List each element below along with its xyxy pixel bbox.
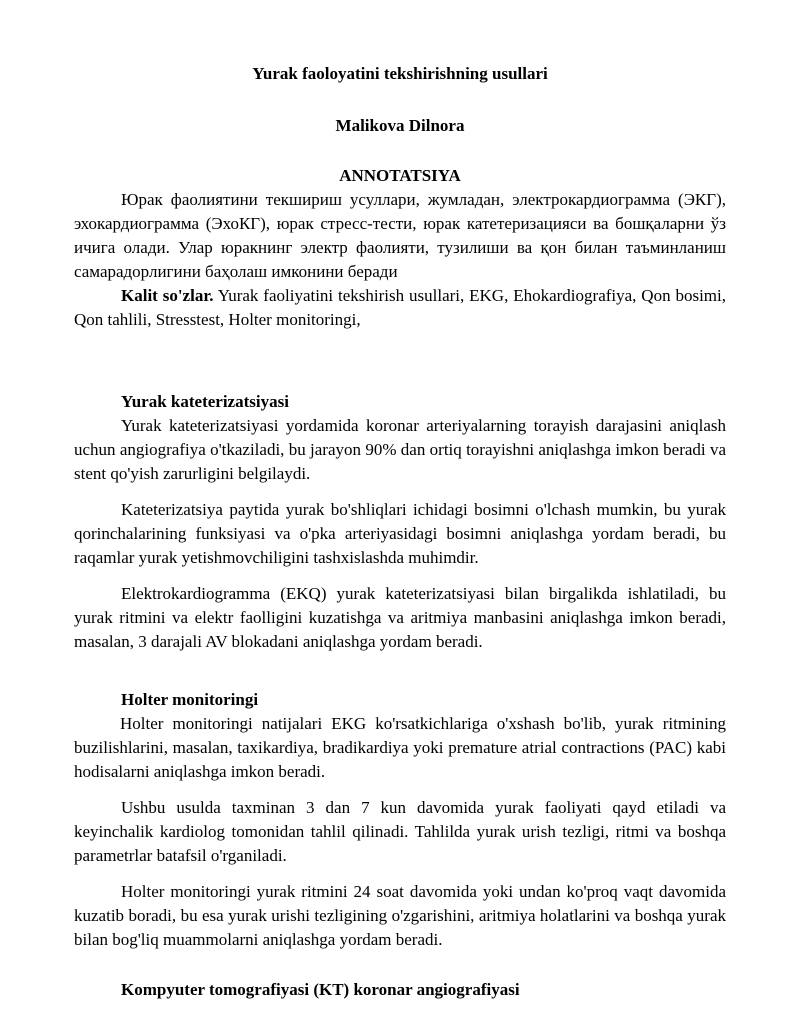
annotation-heading: ANNOTATSIYA	[339, 166, 461, 185]
section-paragraph: Ushbu usulda taxminan 3 dan 7 kun davomida yurak faoliyati qayd etiladi va keyinchalik kardiolog tomonidan tahlil qilinadi. Tahlilda yurak urish tezligi, ritmi va boshqa parametrlar batafsil o'rganiladi.	[74, 798, 726, 865]
keywords-paragraph	[74, 284, 726, 332]
section-heading-holter: Holter monitoringi	[121, 690, 259, 709]
annotation-text: Юрак фаолиятини текшириш усуллари, жумладан, электрокардиограмма (ЭКГ), эхокардиограмма (ЭхоКГ), юрак стресс-тести, юрак катетеризацияси ва бошқаларни ўз ичига олади. Улар юракнинг электр фаолияти, тузилиши ва қон билан таъминланиш самарадорлигини баҳолаш имконини беради	[74, 190, 726, 281]
keywords-label: Kalit so'zlar.	[121, 286, 214, 305]
document-body	[74, 62, 726, 1002]
keywords-text: Yurak faoliyatini tekshirish usullari, EKG, Ehokardiografiya, Qon bosimi, Qon tahlili, Stresstest, Holter monitoringi,	[74, 286, 726, 329]
section-heading-kateterizatsiya: Yurak kateterizatsiyasi	[121, 392, 289, 411]
section-paragraph: Kateterizatsiya paytida yurak bo'shliqlari ichidagi bosimni o'lchash mumkin, bu yurak qorinchalarining funksiyasi va o'pka arteriyasidagi bosimni aniqlashga yordam beradi, bu raqamlar yurak yetishmovchiligini tashxislashda muhimdir.	[74, 500, 726, 567]
document-title: Yurak faoloyatini tekshirishning usullari	[252, 64, 548, 83]
author-name: Malikova Dilnora	[335, 116, 465, 135]
section-heading-kt-angiografiya: Kompyuter tomografiyasi (KT) koronar angiografiyasi	[121, 980, 520, 999]
section-paragraph: Holter monitoringi yurak ritmini 24 soat davomida yoki undan ko'proq vaqt davomida kuzatib boradi, bu esa yurak urishi tezligining o'zgarishini, aritmiya holatlarini va boshqa yurak bilan bog'liq muammolarni aniqlashga yordam beradi.	[74, 882, 726, 949]
section-paragraph: Holter monitoringi natijalari EKG ko'rsatkichlariga o'xshash bo'lib, yurak ritmining buzilishlarini, masalan, taxikardiya, bradikardiya yoki premature atrial contractions (PAC) kabi hodisalarni aniqlashga imkon beradi.	[74, 714, 726, 781]
section-paragraph: Elektrokardiogramma (EKQ) yurak kateterizatsiyasi bilan birgalikda ishlatiladi, bu yurak ritmini va elektr faolligini kuzatishga va aritmiya manbasini aniqlashga imkon beradi, masalan, 3 darajali AV blokadani aniqlashga yordam beradi.	[74, 584, 726, 651]
section-paragraph: Yurak kateterizatsiyasi yordamida koronar arteriyalarning torayish darajasini aniqlash uchun angiografiya o'tkaziladi, bu jarayon 90% dan ortiq torayishni aniqlashga imkon beradi va stent qo'yish zarurligini belgilaydi.	[74, 416, 726, 483]
